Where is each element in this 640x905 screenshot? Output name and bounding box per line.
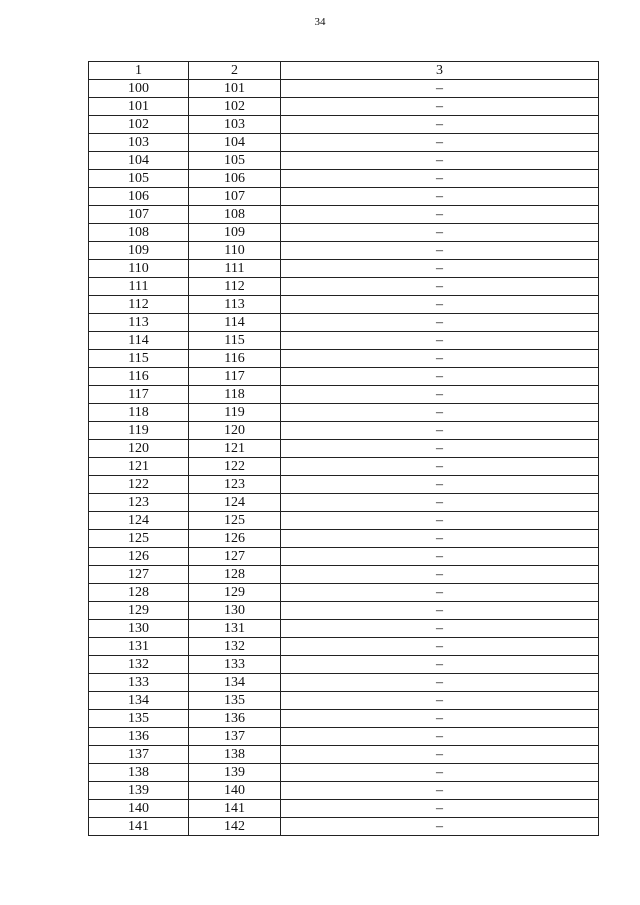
table-cell-col-3: –: [281, 710, 599, 728]
table-cell-col-1: 128: [89, 584, 189, 602]
table-cell-col-3: –: [281, 764, 599, 782]
table-cell-col-1: 127: [89, 566, 189, 584]
table-cell-col-3: –: [281, 242, 599, 260]
table-cell-col-1: 116: [89, 368, 189, 386]
table-cell-col-3: –: [281, 296, 599, 314]
table-row: [89, 152, 599, 170]
table-row: [89, 350, 599, 368]
table-cell-col-2: 104: [189, 134, 281, 152]
table-cell-col-1: 112: [89, 296, 189, 314]
table-cell-col-2: 118: [189, 386, 281, 404]
table-cell-col-1: 129: [89, 602, 189, 620]
table-row: [89, 710, 599, 728]
table-row: [89, 422, 599, 440]
header-row: [89, 62, 599, 80]
table-row: [89, 584, 599, 602]
table-cell-col-2: 135: [189, 692, 281, 710]
table-cell-col-3: –: [281, 440, 599, 458]
table-cell-col-1: 130: [89, 620, 189, 638]
table-cell-col-2: 140: [189, 782, 281, 800]
table-row: [89, 296, 599, 314]
table-cell-col-1: 124: [89, 512, 189, 530]
table-cell-col-1: 135: [89, 710, 189, 728]
table-cell-col-2: 127: [189, 548, 281, 566]
table-cell-col-1: 141: [89, 818, 189, 836]
table-cell-col-2: 106: [189, 170, 281, 188]
table-row: [89, 242, 599, 260]
table-row: [89, 512, 599, 530]
table-cell-col-1: 113: [89, 314, 189, 332]
table-cell-col-1: 131: [89, 638, 189, 656]
table-cell-col-3: –: [281, 386, 599, 404]
table-cell-col-3: –: [281, 530, 599, 548]
table-row: [89, 278, 599, 296]
table-cell-col-2: 115: [189, 332, 281, 350]
table-cell-col-2: 121: [189, 440, 281, 458]
table-cell-col-3: –: [281, 350, 599, 368]
table-cell-col-3: –: [281, 134, 599, 152]
table-cell-col-1: 132: [89, 656, 189, 674]
table-row: [89, 440, 599, 458]
table-row: [89, 548, 599, 566]
table-cell-col-3: –: [281, 674, 599, 692]
table-cell-col-1: 118: [89, 404, 189, 422]
table-cell-col-2: 119: [189, 404, 281, 422]
table-row: [89, 764, 599, 782]
table-body: [89, 80, 599, 836]
table-cell-col-1: 119: [89, 422, 189, 440]
table-cell-col-3: –: [281, 224, 599, 242]
table-cell-col-2: 107: [189, 188, 281, 206]
table-cell-col-3: –: [281, 494, 599, 512]
table-cell-col-1: 108: [89, 224, 189, 242]
table-header: [89, 62, 599, 80]
table-row: [89, 134, 599, 152]
table-cell-col-1: 133: [89, 674, 189, 692]
table-cell-col-3: –: [281, 458, 599, 476]
table-cell-col-2: 112: [189, 278, 281, 296]
table-row: [89, 476, 599, 494]
table-cell-col-3: –: [281, 692, 599, 710]
table-row: [89, 314, 599, 332]
table-row: [89, 458, 599, 476]
table-cell-col-1: 109: [89, 242, 189, 260]
table-row: [89, 746, 599, 764]
table-cell-col-2: 133: [189, 656, 281, 674]
table-cell-col-1: 120: [89, 440, 189, 458]
table-cell-col-2: 139: [189, 764, 281, 782]
table-cell-col-3: –: [281, 188, 599, 206]
table-cell-col-3: –: [281, 206, 599, 224]
table-cell-col-2: 117: [189, 368, 281, 386]
table-cell-col-2: 131: [189, 620, 281, 638]
table-cell-col-1: 111: [89, 278, 189, 296]
table-cell-col-1: 110: [89, 260, 189, 278]
table-row: [89, 620, 599, 638]
table-row: [89, 566, 599, 584]
table-cell-col-2: 108: [189, 206, 281, 224]
table-cell-col-3: –: [281, 818, 599, 836]
table-cell-col-3: –: [281, 638, 599, 656]
table-row: [89, 638, 599, 656]
table-cell-col-3: –: [281, 656, 599, 674]
table-cell-col-2: 124: [189, 494, 281, 512]
table-cell-col-2: 125: [189, 512, 281, 530]
table-cell-col-2: 134: [189, 674, 281, 692]
table-cell-col-1: 104: [89, 152, 189, 170]
table-cell-col-2: 122: [189, 458, 281, 476]
table-cell-col-2: 141: [189, 800, 281, 818]
table-cell-col-3: –: [281, 584, 599, 602]
table-row: [89, 386, 599, 404]
table-cell-col-2: 103: [189, 116, 281, 134]
table-cell-col-1: 115: [89, 350, 189, 368]
table-cell-col-2: 132: [189, 638, 281, 656]
table-cell-col-1: 140: [89, 800, 189, 818]
table-cell-col-3: –: [281, 512, 599, 530]
table-cell-col-2: 137: [189, 728, 281, 746]
column-header-2: 2: [189, 62, 281, 80]
table-cell-col-1: 139: [89, 782, 189, 800]
table-row: [89, 602, 599, 620]
table-cell-col-1: 106: [89, 188, 189, 206]
table-cell-col-2: 142: [189, 818, 281, 836]
table-cell-col-2: 114: [189, 314, 281, 332]
table-row: [89, 170, 599, 188]
table-row: [89, 782, 599, 800]
table-row: [89, 206, 599, 224]
table-cell-col-3: –: [281, 476, 599, 494]
table-cell-col-1: 114: [89, 332, 189, 350]
table-cell-col-1: 125: [89, 530, 189, 548]
table-cell-col-1: 137: [89, 746, 189, 764]
table-cell-col-2: 128: [189, 566, 281, 584]
table-row: [89, 260, 599, 278]
table-cell-col-2: 136: [189, 710, 281, 728]
table-cell-col-1: 105: [89, 170, 189, 188]
page-number: 34: [314, 16, 326, 28]
table-cell-col-2: 102: [189, 98, 281, 116]
table-cell-col-2: 123: [189, 476, 281, 494]
table-row: [89, 728, 599, 746]
table-cell-col-3: –: [281, 602, 599, 620]
table-cell-col-1: 123: [89, 494, 189, 512]
table-row: [89, 188, 599, 206]
table-cell-col-2: 116: [189, 350, 281, 368]
data-table: [88, 61, 599, 836]
table-cell-col-3: –: [281, 314, 599, 332]
table-cell-col-1: 136: [89, 728, 189, 746]
table-cell-col-3: –: [281, 152, 599, 170]
table-cell-col-3: –: [281, 80, 599, 98]
table-cell-col-1: 102: [89, 116, 189, 134]
table-cell-col-3: –: [281, 620, 599, 638]
table-cell-col-3: –: [281, 800, 599, 818]
table-cell-col-2: 130: [189, 602, 281, 620]
table-cell-col-3: –: [281, 566, 599, 584]
table-cell-col-2: 126: [189, 530, 281, 548]
table-cell-col-3: –: [281, 548, 599, 566]
table-cell-col-2: 101: [189, 80, 281, 98]
table-row: [89, 332, 599, 350]
table-cell-col-2: 138: [189, 746, 281, 764]
column-header-1: 1: [89, 62, 189, 80]
table-cell-col-2: 120: [189, 422, 281, 440]
table-cell-col-2: 105: [189, 152, 281, 170]
table-cell-col-3: –: [281, 368, 599, 386]
table-cell-col-1: 100: [89, 80, 189, 98]
table-cell-col-2: 111: [189, 260, 281, 278]
table-row: [89, 800, 599, 818]
table-cell-col-3: –: [281, 332, 599, 350]
table-cell-col-3: –: [281, 728, 599, 746]
table-row: [89, 530, 599, 548]
table-cell-col-2: 113: [189, 296, 281, 314]
table-row: [89, 494, 599, 512]
table-cell-col-2: 110: [189, 242, 281, 260]
table-cell-col-1: 107: [89, 206, 189, 224]
table-cell-col-1: 117: [89, 386, 189, 404]
table-cell-col-3: –: [281, 98, 599, 116]
column-header-3: 3: [281, 62, 599, 80]
table-cell-col-1: 121: [89, 458, 189, 476]
table-row: [89, 116, 599, 134]
table-row: [89, 692, 599, 710]
table-row: [89, 368, 599, 386]
table-row: [89, 818, 599, 836]
table-cell-col-3: –: [281, 746, 599, 764]
table-row: [89, 98, 599, 116]
table-cell-col-2: 129: [189, 584, 281, 602]
table-cell-col-1: 126: [89, 548, 189, 566]
table-cell-col-3: –: [281, 404, 599, 422]
table-cell-col-1: 122: [89, 476, 189, 494]
table-row: [89, 224, 599, 242]
table-cell-col-2: 109: [189, 224, 281, 242]
table-cell-col-3: –: [281, 278, 599, 296]
table-cell-col-3: –: [281, 260, 599, 278]
table-cell-col-3: –: [281, 422, 599, 440]
table-row: [89, 656, 599, 674]
table-cell-col-3: –: [281, 170, 599, 188]
table-row: [89, 80, 599, 98]
table-cell-col-3: –: [281, 116, 599, 134]
table-row: [89, 404, 599, 422]
table-cell-col-3: –: [281, 782, 599, 800]
table-row: [89, 674, 599, 692]
table-cell-col-1: 134: [89, 692, 189, 710]
table-cell-col-1: 101: [89, 98, 189, 116]
table-cell-col-1: 103: [89, 134, 189, 152]
table-cell-col-1: 138: [89, 764, 189, 782]
